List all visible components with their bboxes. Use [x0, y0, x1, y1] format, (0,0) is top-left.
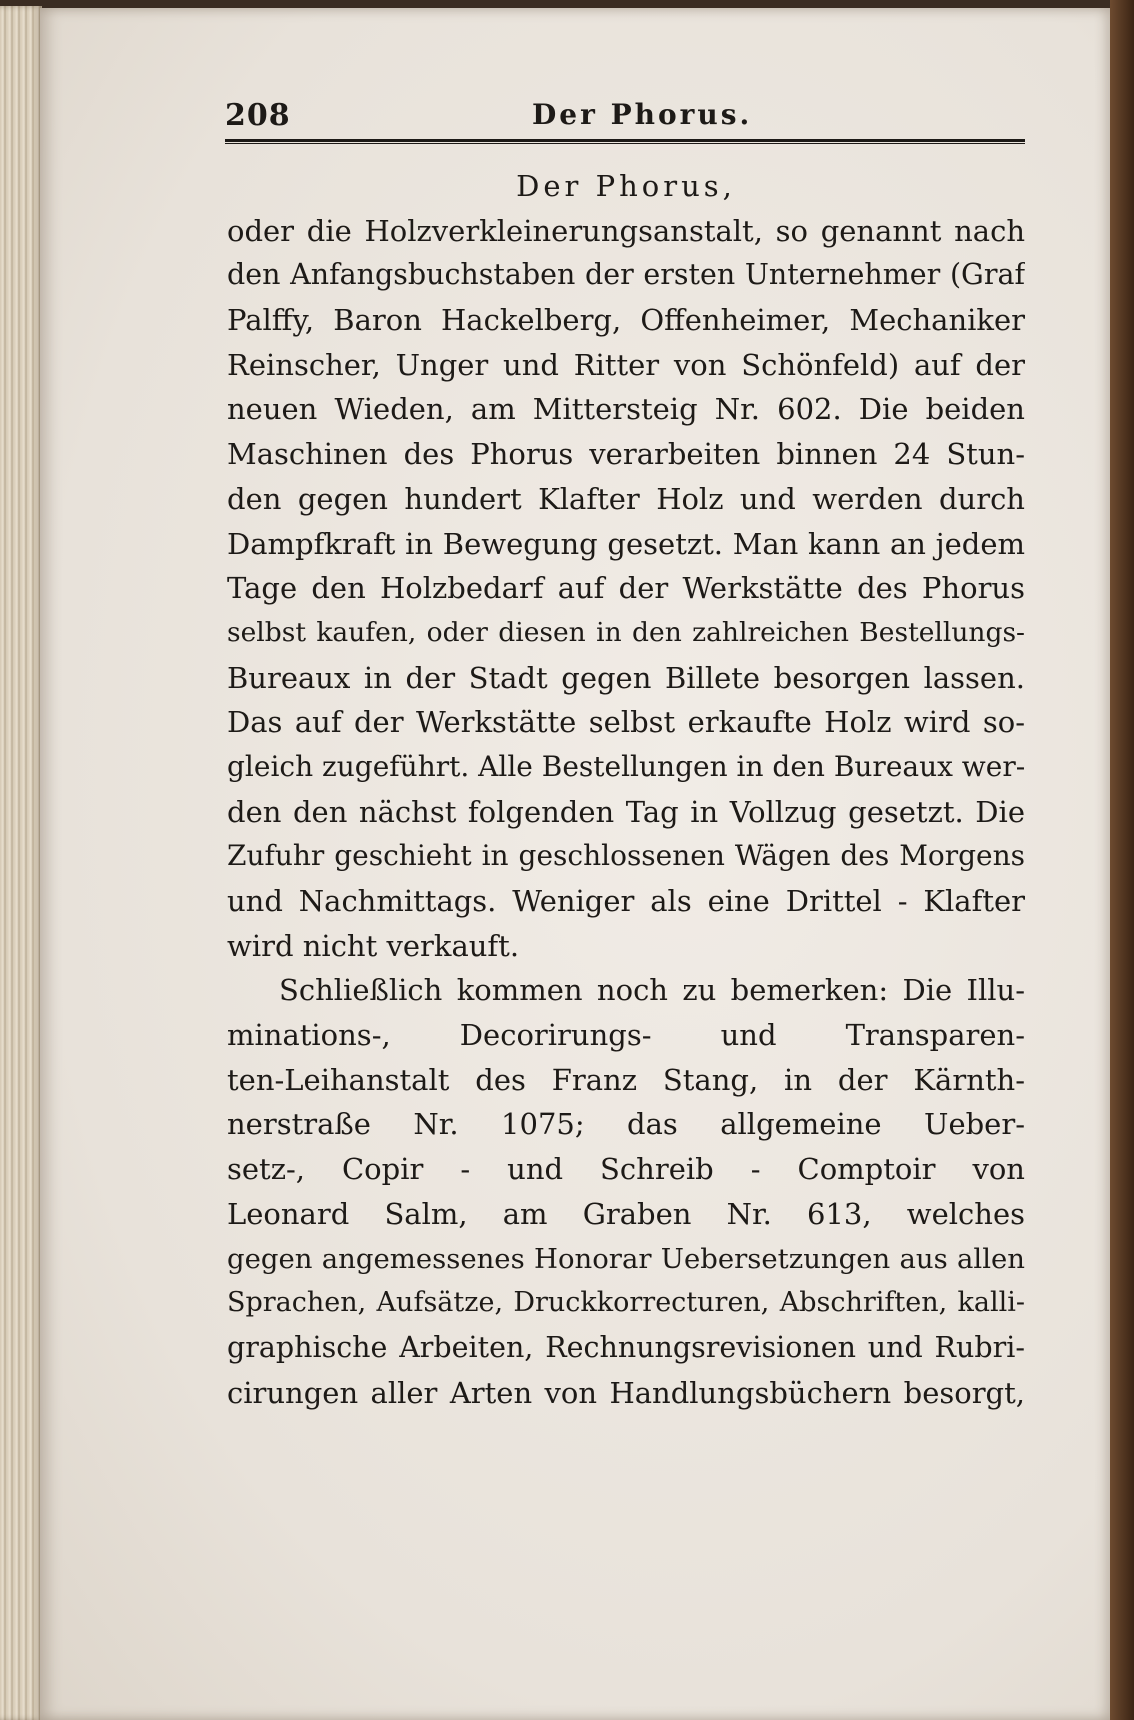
text-line: oder die Holzverkleinerungsanstalt, so genannt nach	[227, 213, 1025, 248]
text-line: Dampfkraft in Bewegung gesetzt. Man kann an jedem	[227, 526, 1025, 561]
text-line: Sprachen, Aufsätze, Druckkorrecturen, Abschriften, kalli-	[227, 1287, 1025, 1319]
text-line: den gegen hundert Klafter Holz und werden durch	[227, 481, 1025, 516]
page-header	[225, 98, 1025, 138]
page-number: 208	[225, 98, 291, 133]
text-line: den Anfangsbuchstaben der ersten Unternehmer (Graf	[227, 258, 1025, 292]
text-line: Schließlich kommen noch zu bemerken: Die Illu-	[279, 973, 1025, 1008]
page-edges	[0, 6, 42, 1720]
text-line: cirungen aller Arten von Handlungsbüchern besorgt,	[227, 1375, 1025, 1410]
running-title: Der Phorus.	[532, 98, 753, 131]
text-line: graphische Arbeiten, Rechnungsrevisionen und Rubri-	[227, 1330, 1025, 1364]
section-title: Der Phorus,	[516, 169, 736, 203]
text-line: Bureaux in der Stadt gegen Billete besorgen lassen.	[227, 660, 1025, 695]
text-line: Leonard Salm, am Graben Nr. 613, welches	[227, 1196, 1025, 1231]
text-line: selbst kaufen, oder diesen in den zahlreichen Bestellungs-	[227, 616, 1025, 648]
text-line: Das auf der Werkstätte selbst erkaufte Holz wird so-	[227, 705, 1025, 740]
text-line: Maschinen des Phorus verarbeiten binnen 24 Stun-	[227, 437, 1025, 472]
text-line: gleich zugeführt. Alle Bestellungen in den Bureaux wer-	[227, 749, 1025, 783]
text-line: ten-Leihanstalt des Franz Stang, in der Kärnth-	[227, 1062, 1025, 1097]
text-line: minations-, Decorirungs- und Transparen-	[227, 1018, 1025, 1053]
text-line: neuen Wieden, am Mittersteig Nr. 602. Die beiden	[227, 392, 1025, 427]
text-line: und Nachmittags. Weniger als eine Drittel - Klafter	[227, 884, 1025, 918]
text-line: gegen angemessenes Honorar Uebersetzungen aus allen	[227, 1242, 1025, 1275]
header-rule	[225, 139, 1025, 144]
book-cover-edge	[1110, 0, 1134, 1720]
text-line: Tage den Holzbedarf auf der Werkstätte des Phorus	[227, 571, 1025, 606]
body-text	[227, 164, 1025, 1415]
text-line: Reinscher, Unger und Ritter von Schönfeld) auf der	[227, 347, 1025, 382]
text-line: Palffy, Baron Hackelberg, Offenheimer, Mechaniker	[227, 303, 1025, 338]
text-line: den den nächst folgenden Tag in Vollzug gesetzt. Die	[227, 794, 1025, 829]
text-line: setz-, Copir - und Schreib - Comptoir von	[227, 1152, 1025, 1187]
text-line: nerstraße Nr. 1075; das allgemeine Ueber-	[227, 1107, 1025, 1142]
text-line: wird nicht verkauft.	[227, 928, 520, 963]
text-line: Zufuhr geschieht in geschlossenen Wägen des Morgens	[227, 839, 1025, 873]
